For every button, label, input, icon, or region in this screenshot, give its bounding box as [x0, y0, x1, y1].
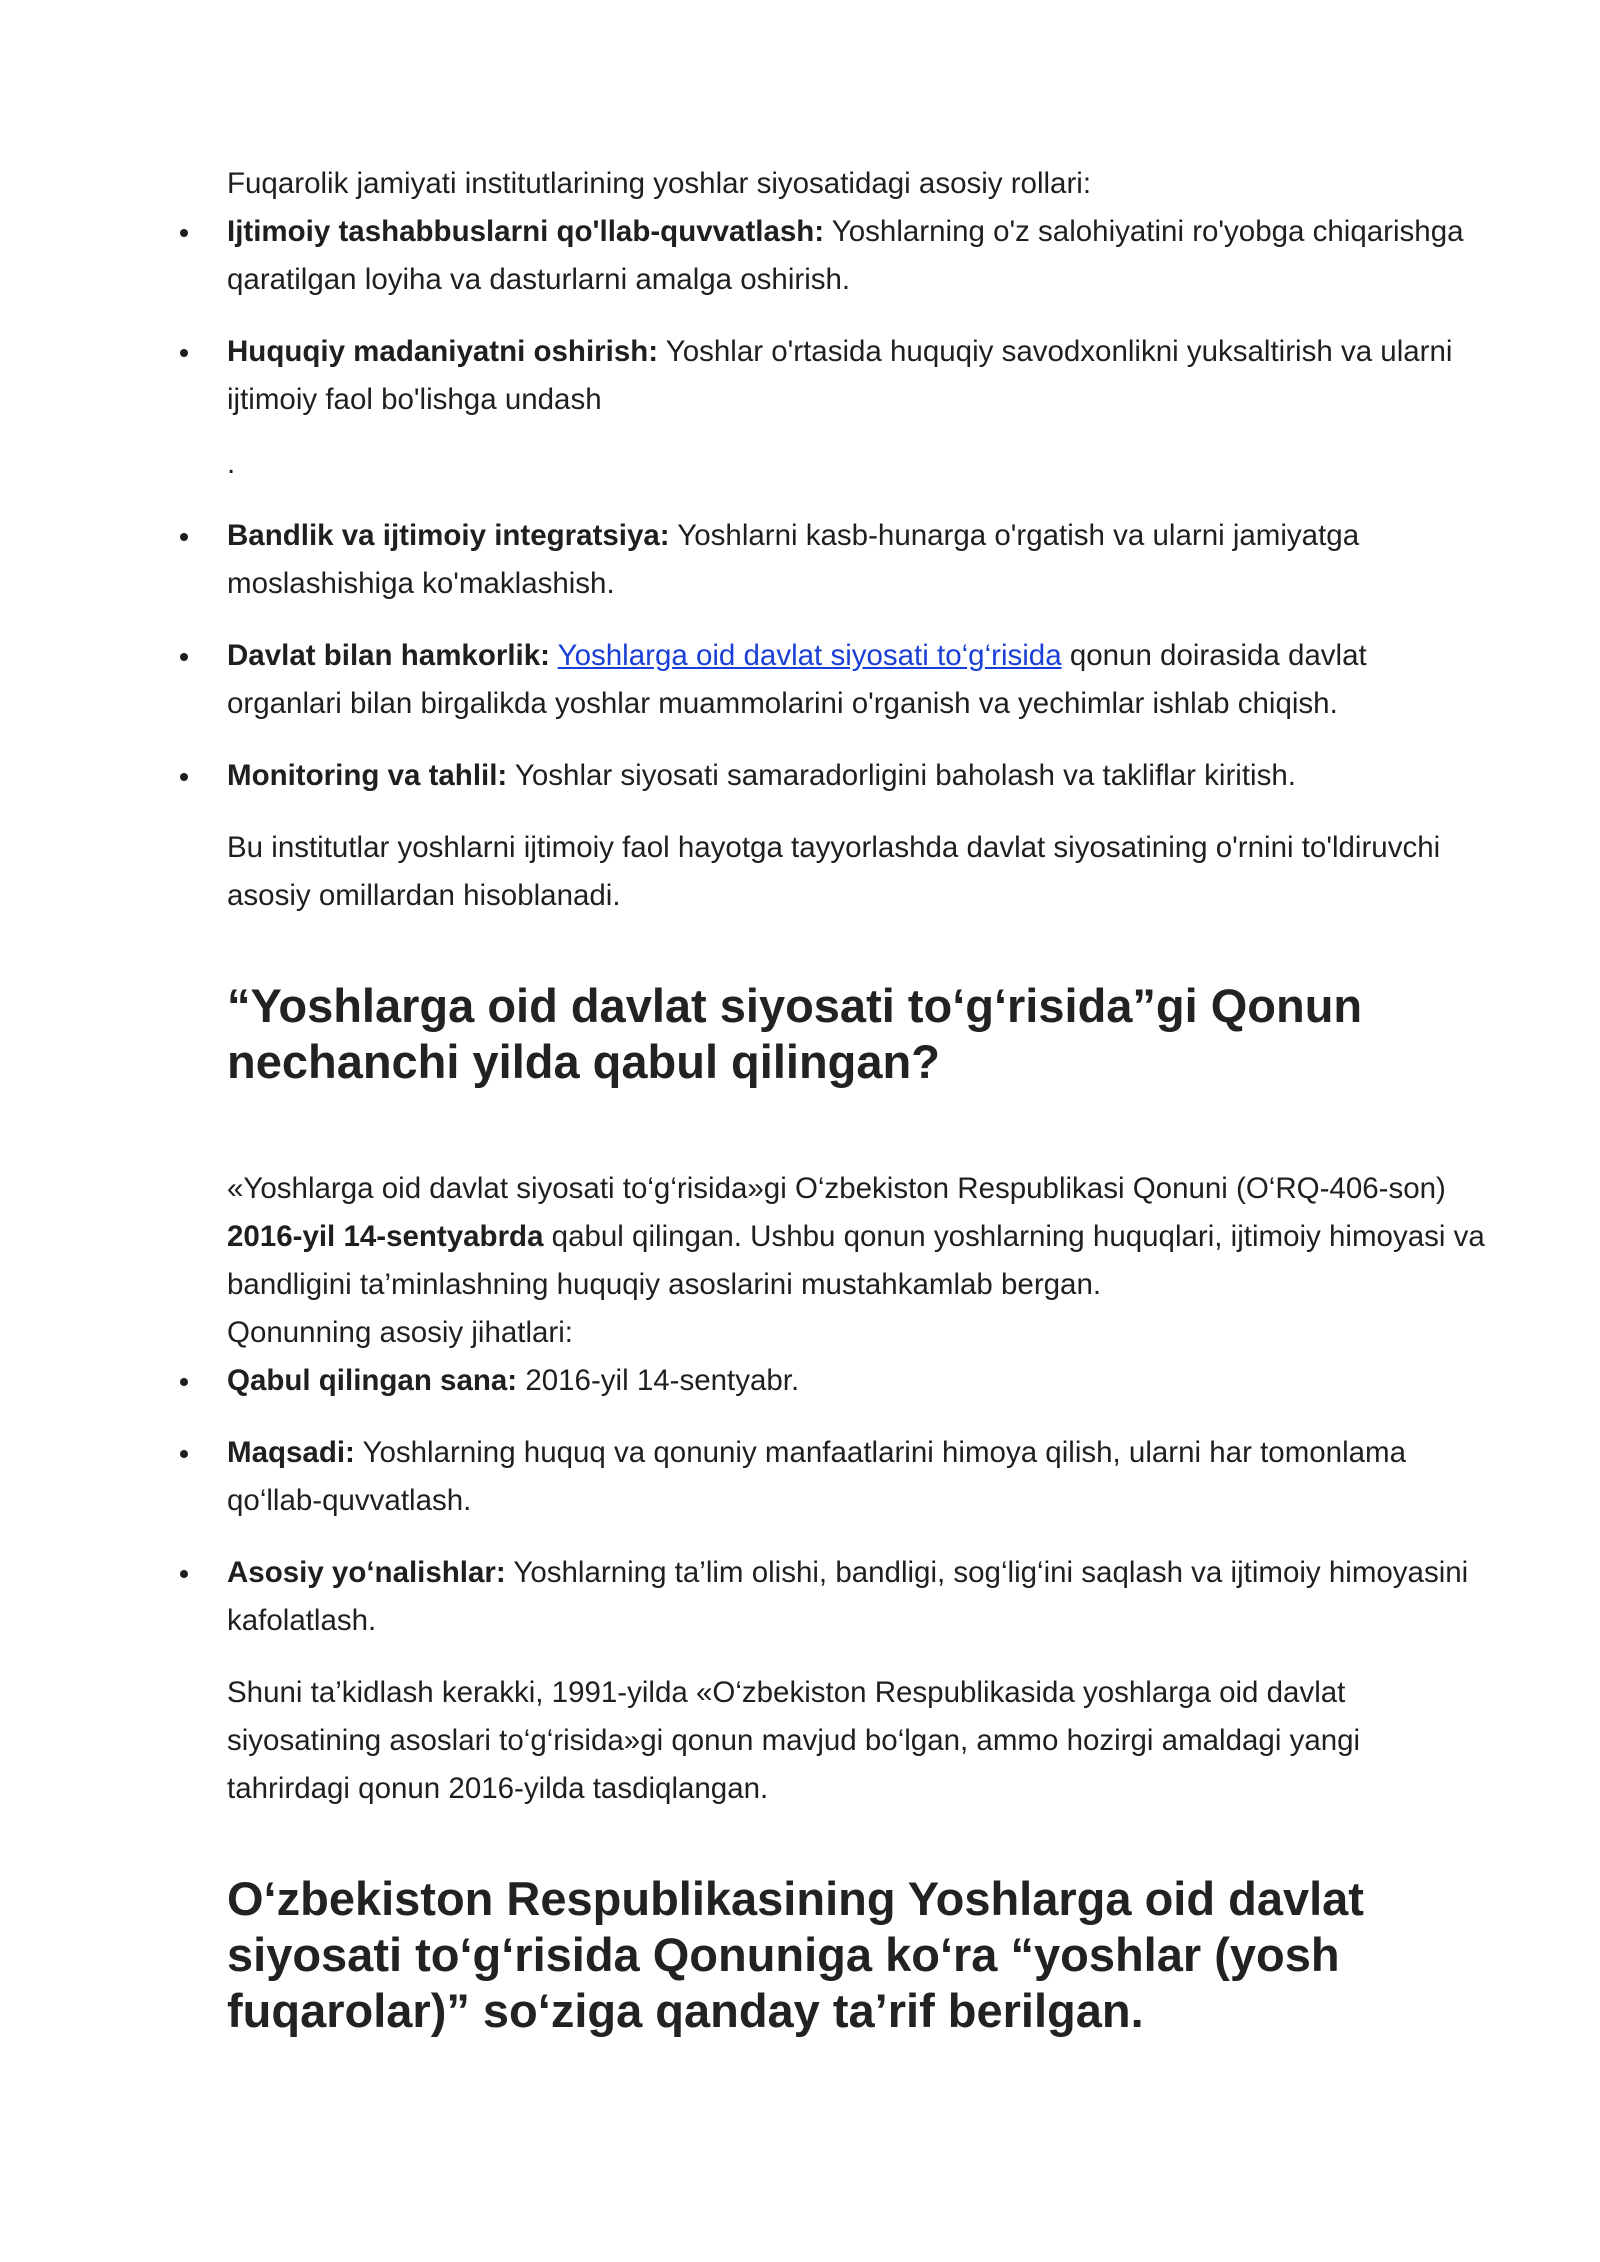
law-paragraph [227, 1165, 1487, 1309]
stray-dot: . [227, 447, 236, 480]
item-term: Monitoring va tahlil: [227, 759, 508, 792]
list-item [227, 208, 1487, 304]
list-item [227, 1357, 1487, 1405]
item-text: Yoshlar o'rtasida huquqiy savodxonlikni yuksaltirish va ularni ijtimoiy faol bo'lishga undash [227, 335, 1453, 416]
item-term: Maqsadi: [227, 1436, 355, 1469]
item-text: Yoshlarni kasb-hunarga o'rgatish va ularni jamiyatga moslashishiga ko'maklashish. [227, 519, 1360, 600]
item-term: Qabul qilingan sana: [227, 1364, 518, 1397]
roles-intro: Fuqarolik jamiyati institutlarining yoshlar siyosatidagi asosiy rollari: [227, 167, 1092, 200]
law-paragraph-start: «Yoshlarga oid davlat siyosati to‘g‘risida»gi O‘zbekiston Respublikasi Qonuni (O‘RQ-406-son) [227, 1172, 1446, 1205]
document-page [227, 160, 1487, 2039]
list-item [227, 328, 1487, 424]
list-item [227, 1549, 1487, 1645]
roles-list-continued [227, 512, 1487, 800]
list-item [227, 1429, 1487, 1525]
list-item [227, 512, 1487, 608]
list-item [227, 752, 1487, 800]
law-link[interactable]: Yoshlarga oid davlat siyosati to‘g‘risida [557, 639, 1062, 672]
item-text: Yoshlarning ta’lim olishi, bandligi, sog‘lig‘ini saqlash va ijtimoiy himoyasini kafolatlash. [227, 1556, 1469, 1637]
law-date-bold: 2016-yil 14-sentyabrda [227, 1220, 544, 1253]
item-term: Ijtimoiy tashabbuslarni qo'llab-quvvatlash: [227, 215, 825, 248]
law-paragraph-end: qabul qilingan. Ushbu qonun yoshlarning huquqlari, ijtimoiy himoyasi va bandligini ta’minlashning huquqiy asoslarini mustahkamlab bergan. [227, 1220, 1485, 1301]
item-term: Davlat bilan hamkorlik: [227, 639, 550, 672]
law-aspects-intro: Qonunning asosiy jihatlari: [227, 1316, 574, 1349]
roles-conclusion: Bu institutlar yoshlarni ijtimoiy faol hayotga tayyorlashda davlat siyosatining o'rnini to'ldiruvchi asosiy omillardan hisoblanadi. [227, 831, 1441, 912]
law-aspects-list [227, 1357, 1487, 1645]
roles-list [227, 208, 1487, 424]
item-text: Yoshlar siyosati samaradorligini baholash va takliflar kiritish. [507, 759, 1296, 792]
law-conclusion: Shuni ta’kidlash kerakki, 1991-yilda «O‘zbekiston Respublikasida yoshlarga oid davlat siyosatining asoslari to‘g‘risida»gi qonun mavjud bo‘lgan, ammo hozirgi amaldagi yangi tahrirdagi qonun 2016-yilda tasdiqlangan. [227, 1676, 1361, 1805]
item-term: Bandlik va ijtimoiy integratsiya: [227, 519, 670, 552]
section-heading-law-year: “Yoshlarga oid davlat siyosati to‘g‘risida”gi Qonun nechanchi yilda qabul qilingan? [227, 979, 1363, 1088]
item-term: Asosiy yo‘nalishlar: [227, 1556, 506, 1589]
item-text: Yoshlarning o'z salohiyatini ro'yobga chiqarishga qaratilgan loyiha va dasturlarni amalga oshirish. [227, 215, 1464, 296]
item-text: 2016-yil 14-sentyabr. [517, 1364, 800, 1397]
item-text: qonun doirasida davlat organlari bilan birgalikda yoshlar muammolarini o'rganish va yechimlar ishlab chiqish. [227, 639, 1367, 720]
section-heading-youth-definition: O‘zbekiston Respublikasining Yoshlarga oid davlat siyosati to‘g‘risida Qonuniga ko‘ra “yoshlar (yosh fuqarolar)” so‘ziga qanday ta’rif berilgan. [227, 1872, 1364, 2037]
item-text: Yoshlarning huquq va qonuniy manfaatlarini himoya qilish, ularni har tomonlama qo‘llab-quvvatlash. [227, 1436, 1407, 1517]
item-term: Huquqiy madaniyatni oshirish: [227, 335, 659, 368]
list-item [227, 632, 1487, 728]
